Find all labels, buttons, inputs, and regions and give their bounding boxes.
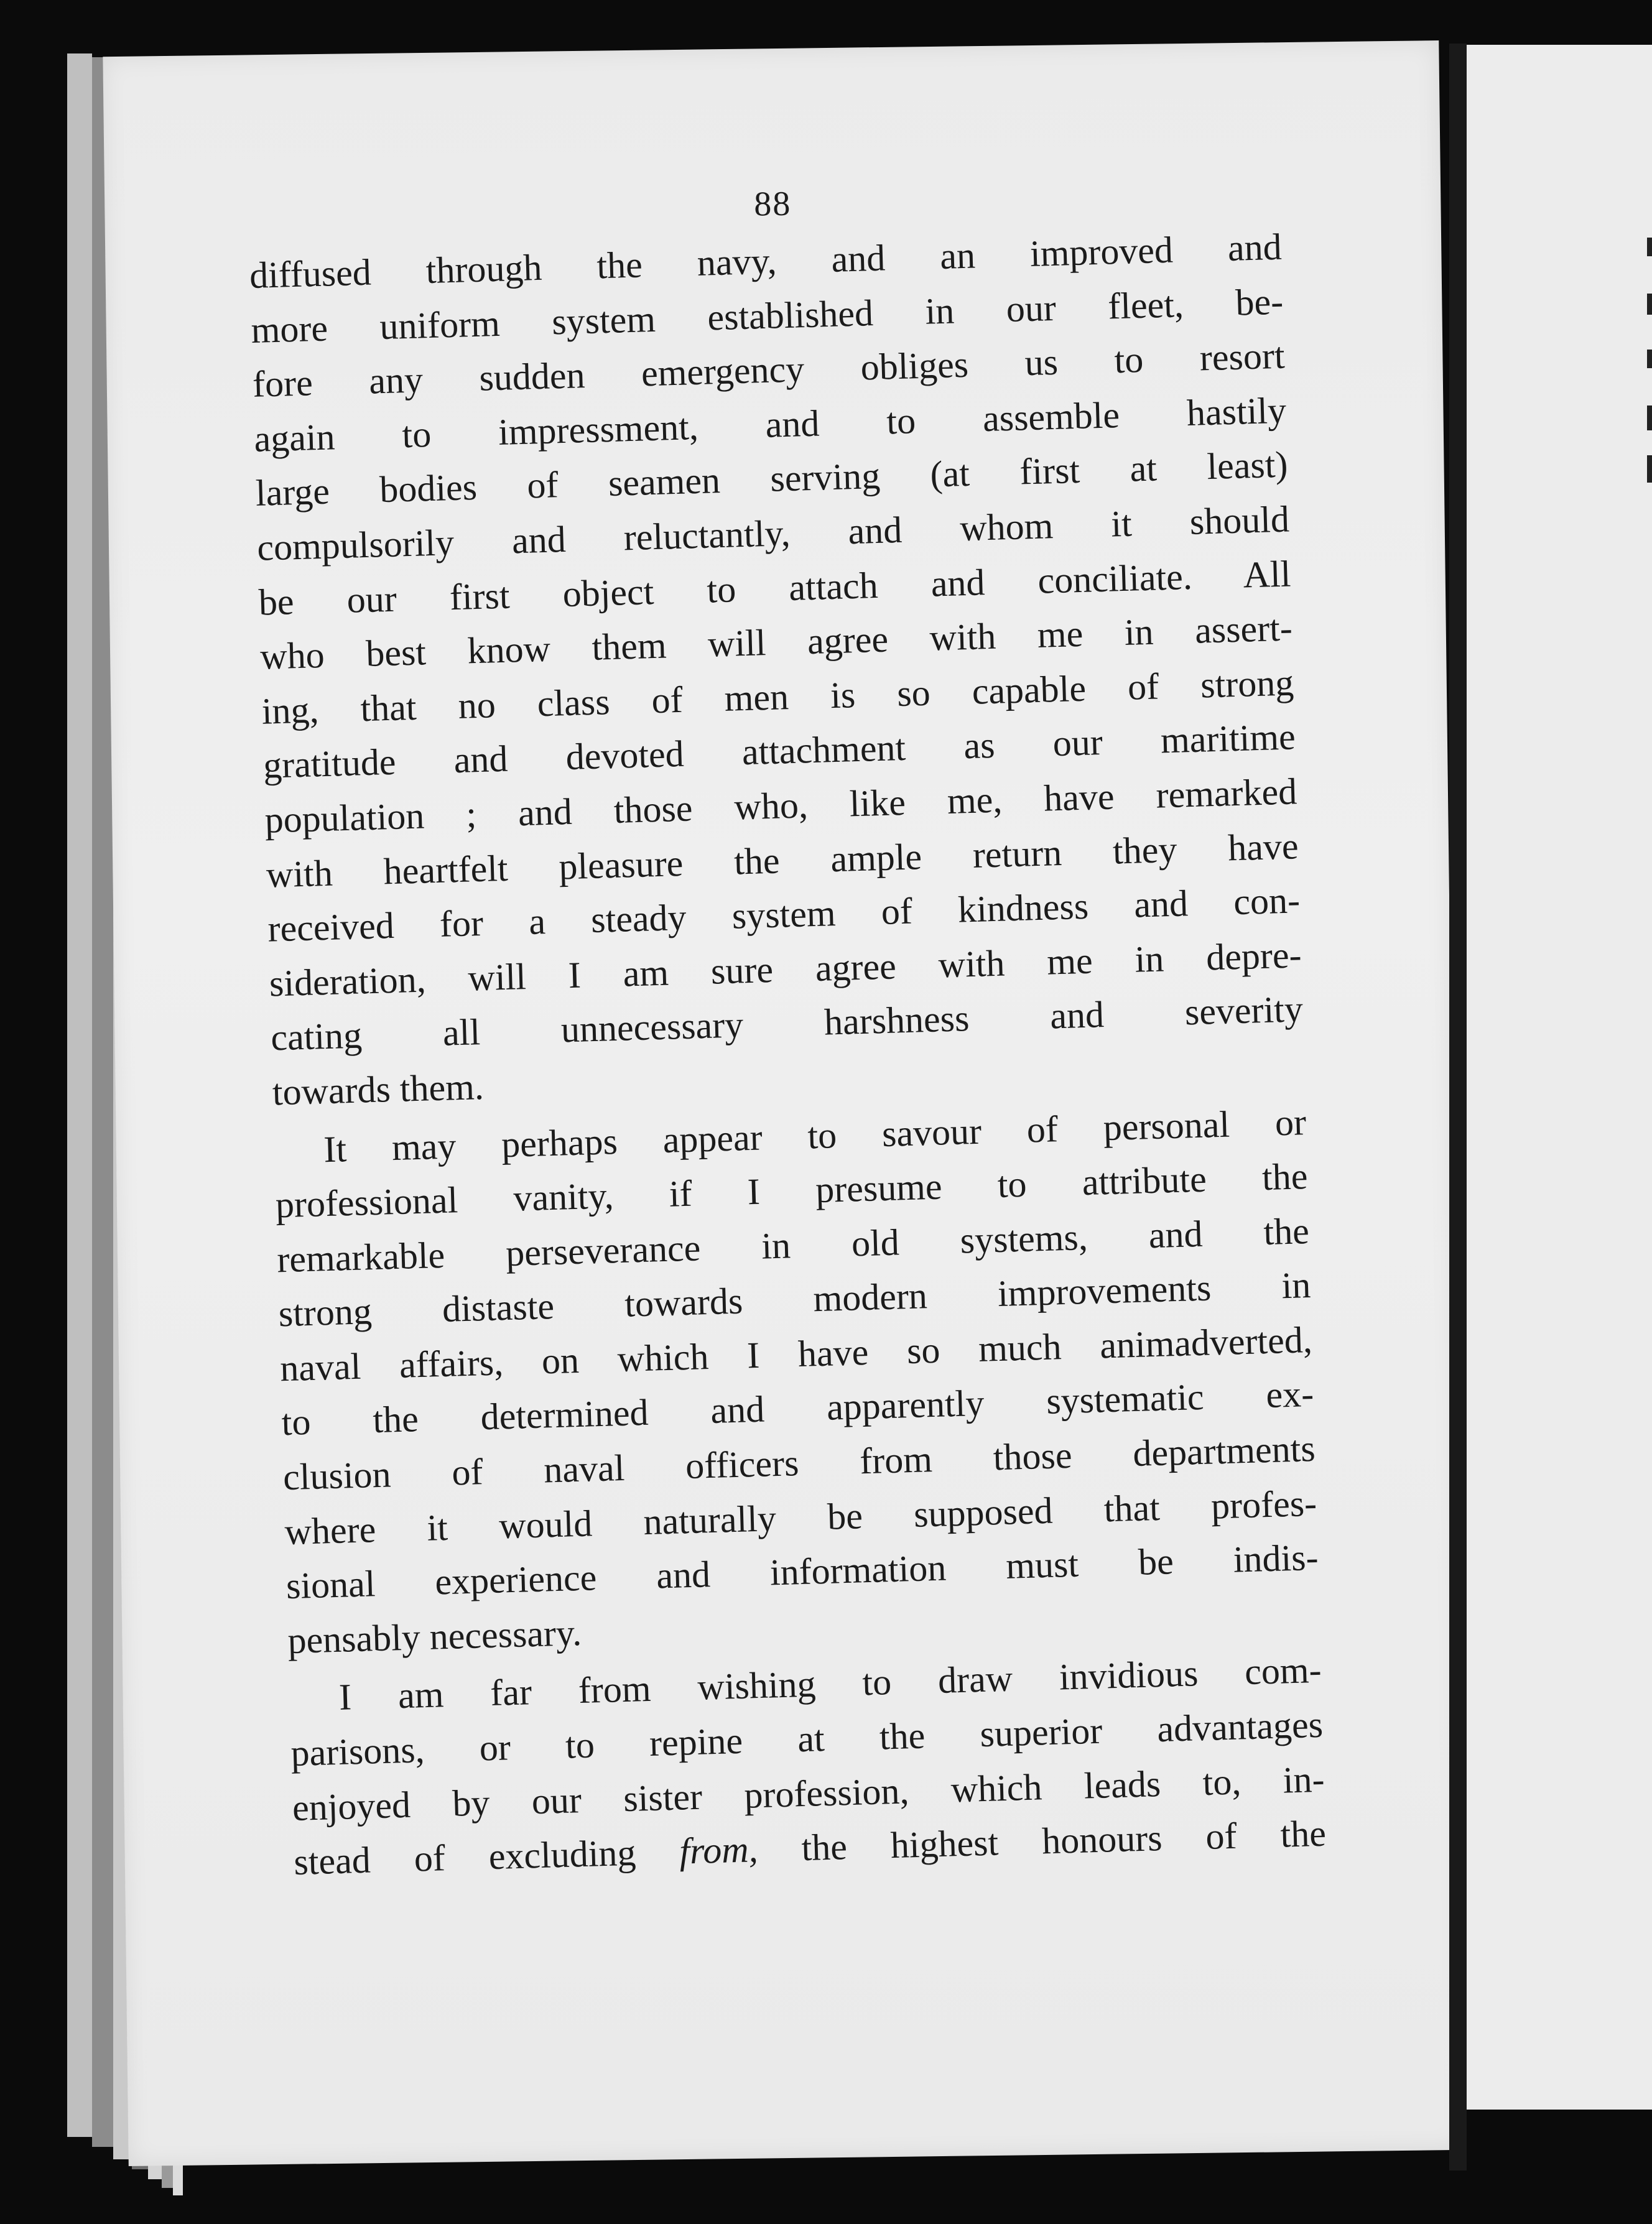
text-line: cating all unnecessary harshness and severity [270, 988, 1304, 1059]
text-run: stead of excluding [293, 1830, 680, 1883]
text-line: professional vanity, if I presume to attribute the [275, 1156, 1309, 1226]
text-line: diffused through the navy, and an improved and [249, 226, 1283, 296]
facing-page-text-fragment [1647, 405, 1652, 430]
text-line: fore any sudden emergency obliges us to resort [252, 335, 1286, 405]
page-edge [67, 53, 92, 2137]
text-line: gratitude and devoted attachment as our maritime [262, 716, 1296, 787]
text-line: population ; and those who, like me, have remarked [264, 771, 1297, 841]
facing-page-text-fragment [1647, 294, 1652, 315]
text-line: parisons, or to repine at the superior advantages [290, 1703, 1324, 1774]
text-line: strong distaste towards modern improvements in [277, 1264, 1312, 1335]
text-line: large bodies of seamen serving (at first at least) [255, 443, 1289, 514]
text-line: It may perhaps appear to savour of personal or [323, 1101, 1307, 1170]
text-line: remarkable perseverance in old systems, and the [276, 1210, 1310, 1281]
text-run: the highest honours of the [757, 1812, 1327, 1870]
italic-text-run: from, [679, 1828, 759, 1872]
text-line: received for a steady system of kindness and con- [267, 879, 1301, 950]
text-line: again to impressment, and to assemble hastily [253, 389, 1287, 460]
page-number: 88 [753, 184, 792, 224]
text-line: with heartfelt pleasure the ample return they have [266, 825, 1299, 896]
text-line: be our first object to attach and conciliate. All [258, 553, 1292, 623]
book-gutter [1449, 44, 1467, 2171]
facing-page-text-fragment [1647, 455, 1652, 483]
text-line: enjoyed by our sister profession, which leads to, in- [292, 1758, 1325, 1828]
facing-page-text-fragment [1647, 238, 1652, 256]
text-line: to the determined and apparently systematic ex- [281, 1373, 1315, 1443]
text-line: more uniform system established in our fleet, be- [250, 280, 1284, 351]
text-line: pensably necessary. [287, 1611, 582, 1661]
text-line: naval affairs, on which I have so much animadverted, [279, 1318, 1313, 1389]
facing-page-edge [1467, 45, 1652, 2110]
page-body-text [249, 220, 1327, 1890]
text-line: ing, that no class of men is so capable of strong [261, 662, 1295, 732]
text-line: where it would naturally be supposed that profes- [284, 1482, 1317, 1552]
text-line: towards them. [271, 1065, 485, 1113]
text-line: compulsorily and reluctantly, and whom it should [256, 498, 1290, 568]
text-line: clusion of naval officers from those departments [282, 1427, 1316, 1498]
text-line: sideration, will I am sure agree with me in depre- [269, 934, 1302, 1004]
facing-page-text-fragment [1647, 350, 1652, 368]
text-line: I am far from wishing to draw invidious com- [338, 1649, 1322, 1718]
text-line: who best know them will agree with me in assert- [259, 607, 1293, 677]
text-line: sional experience and information must be indis- [285, 1537, 1319, 1607]
